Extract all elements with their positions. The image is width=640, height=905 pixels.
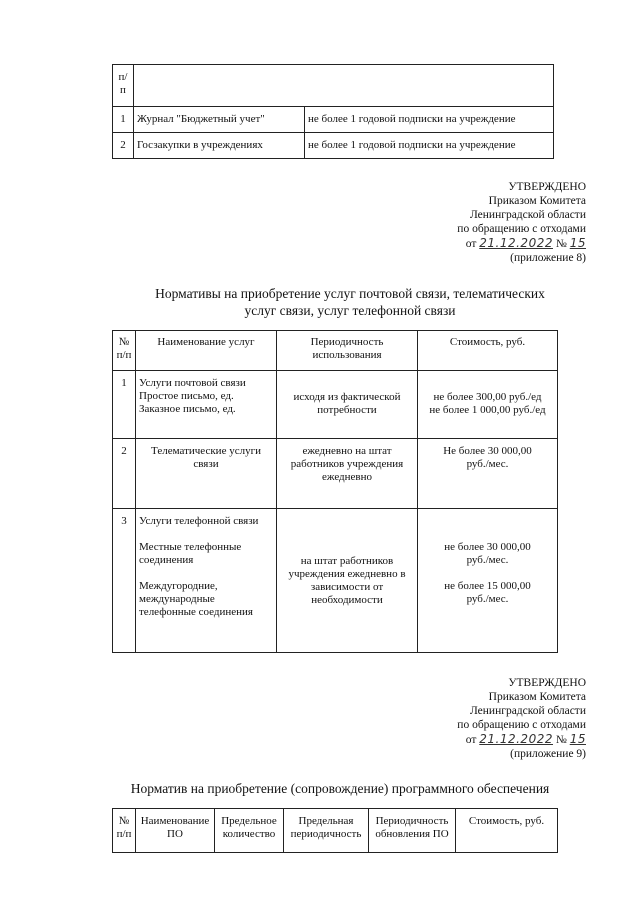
- row2-period: ежедневно на штат работников учреждения ежедневно: [277, 439, 418, 509]
- handwritten-number: 15: [569, 236, 586, 250]
- row3-local-calls: Местные телефонные соединения: [139, 541, 242, 566]
- subscriptions-table: [112, 64, 554, 159]
- table1-row2-num: 2: [113, 133, 134, 159]
- row3-long-distance-calls: Междугородние, международные телефонные соединения: [139, 580, 253, 618]
- approval-line3: по обращению с отходами: [457, 223, 586, 235]
- table-row: [113, 371, 558, 439]
- handwritten-date: 21.12.2022: [479, 236, 553, 250]
- table-row: [113, 439, 558, 509]
- handwritten-number: 15: [569, 732, 586, 746]
- row1-period: исходя из фактической потребности: [277, 371, 418, 439]
- row1-cost: не более 300,00 руб./ед не более 1 000,00 руб./ед: [418, 371, 558, 439]
- approval-line2: Ленинградской области: [469, 209, 586, 221]
- header-max-period: Предельная периодичность: [284, 809, 369, 853]
- approval-block-8: [457, 180, 586, 265]
- row2-service-name: Телематические услуги связи: [136, 439, 277, 509]
- table-header-row: [113, 809, 558, 853]
- header-cost: Стоимость, руб.: [456, 809, 558, 853]
- header-service-name: Наименование услуг: [136, 331, 277, 371]
- row3-cost: [418, 509, 558, 653]
- heading-line2: услуг связи, услуг телефонной связи: [244, 303, 456, 318]
- table1-row2-norm: не более 1 годовой подписки на учреждение: [305, 133, 554, 159]
- table1-row1-num: 1: [113, 107, 134, 133]
- header-num: № п/п: [113, 331, 136, 371]
- table1-header-num: п/ п: [113, 65, 134, 107]
- row3-service-name: [136, 509, 277, 653]
- heading-appendix-9: [80, 780, 600, 797]
- header-period: Периодичность использования: [277, 331, 418, 371]
- approval-date-line: [457, 732, 586, 747]
- number-prefix: №: [555, 734, 567, 746]
- table-row: [113, 107, 554, 133]
- approval-line3: по обращению с отходами: [457, 719, 586, 731]
- row1-service-name: Услуги почтовой связи Простое письмо, ед. Заказное письмо, ед.: [136, 371, 277, 439]
- communication-services-table: [112, 330, 558, 653]
- table1-header-name: [134, 65, 554, 107]
- heading-appendix-8: [100, 285, 600, 319]
- software-table: [112, 808, 558, 853]
- row3-service-title: Услуги телефонной связи: [139, 515, 259, 527]
- header-software-name: Наименование ПО: [136, 809, 215, 853]
- table-row: [113, 133, 554, 159]
- number-prefix: №: [555, 238, 567, 250]
- row3-cost-local: не более 30 000,00 руб./мес.: [444, 541, 531, 566]
- table-row: [113, 509, 558, 653]
- row1-num: 1: [113, 371, 136, 439]
- heading-line1: Норматив на приобретение (сопровождение) программного обеспечения: [130, 781, 550, 796]
- approval-line2: Ленинградской области: [469, 705, 586, 717]
- row3-cost-long: не более 15 000,00 руб./мес.: [444, 580, 531, 605]
- table1-row1-name: Журнал "Бюджетный учет": [134, 107, 305, 133]
- approval-date-line: [457, 236, 586, 251]
- date-prefix: от: [465, 238, 477, 250]
- approval-block-9: [457, 676, 586, 761]
- table-header-row: [113, 331, 558, 371]
- header-update-period: Периодичность обновления ПО: [369, 809, 456, 853]
- approval-title: УТВЕРЖДЕНО: [508, 181, 586, 193]
- table1-row2-name: Госзакупки в учреждениях: [134, 133, 305, 159]
- appendix-label: (приложение 9): [510, 748, 586, 760]
- approval-title: УТВЕРЖДЕНО: [508, 677, 586, 689]
- date-prefix: от: [465, 734, 477, 746]
- header-num: № п/п: [113, 809, 136, 853]
- row2-num: 2: [113, 439, 136, 509]
- approval-line1: Приказом Комитета: [488, 195, 586, 207]
- appendix-label: (приложение 8): [510, 252, 586, 264]
- row3-num: 3: [113, 509, 136, 653]
- approval-line1: Приказом Комитета: [488, 691, 586, 703]
- table1-row1-norm: не более 1 годовой подписки на учреждение: [305, 107, 554, 133]
- row3-period: на штат работников учреждения ежедневно в зависимости от необходимости: [277, 509, 418, 653]
- heading-line1: Нормативы на приобретение услуг почтовой связи, телематических: [155, 286, 545, 301]
- row2-cost: Не более 30 000,00 руб./мес.: [418, 439, 558, 509]
- handwritten-date: 21.12.2022: [479, 732, 553, 746]
- header-max-quantity: Предельное количество: [215, 809, 284, 853]
- header-cost: Стоимость, руб.: [418, 331, 558, 371]
